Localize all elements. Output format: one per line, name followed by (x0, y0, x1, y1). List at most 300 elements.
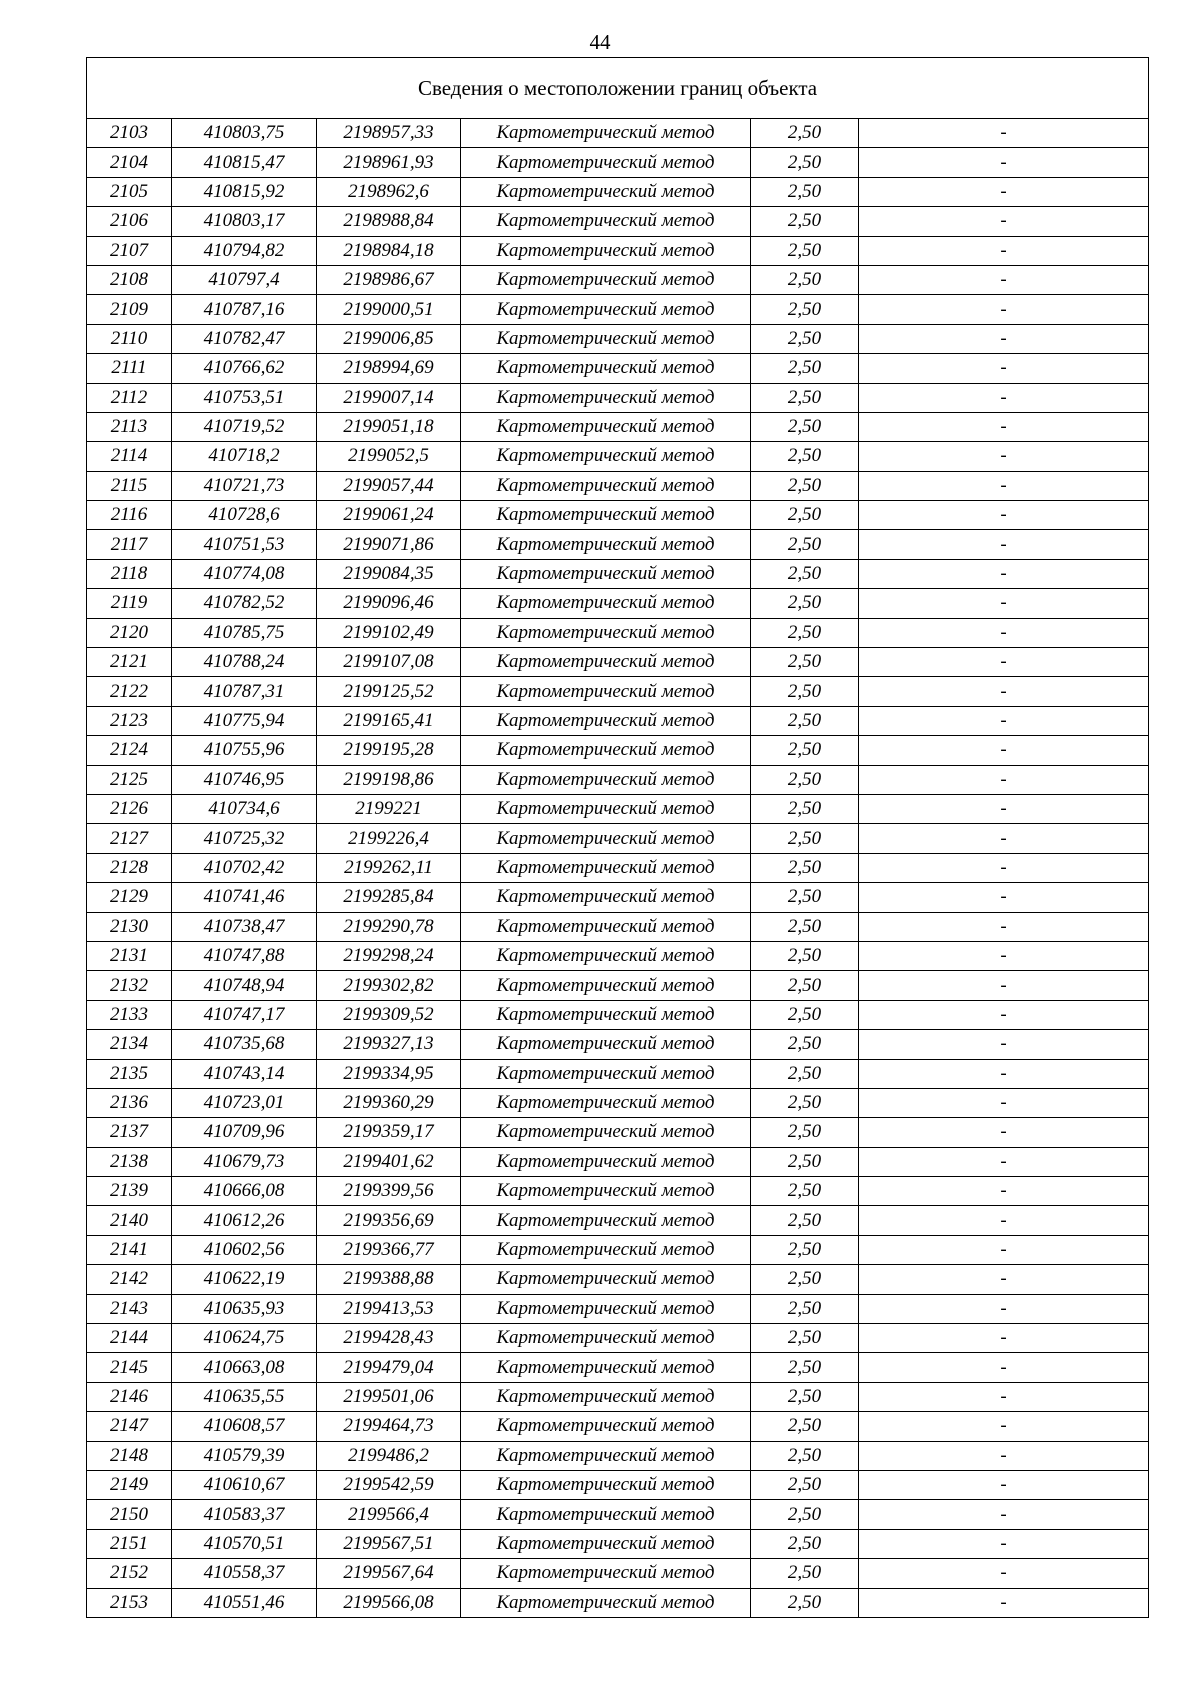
y-coordinate-cell: 2198957,33 (317, 119, 461, 148)
point-number-cell: 2149 (87, 1470, 172, 1499)
x-coordinate-cell: 410755,96 (172, 736, 317, 765)
table-row (87, 1265, 1149, 1294)
description-cell: - (859, 236, 1149, 265)
y-coordinate-cell: 2199006,85 (317, 324, 461, 353)
y-coordinate-cell: 2199309,52 (317, 1000, 461, 1029)
accuracy-cell: 2,50 (751, 412, 859, 441)
method-cell: Картометрический метод (461, 1147, 751, 1176)
method-cell: Картометрический метод (461, 618, 751, 647)
y-coordinate-cell: 2199198,86 (317, 765, 461, 794)
table-row (87, 971, 1149, 1000)
table-row (87, 1324, 1149, 1353)
point-number-cell: 2138 (87, 1147, 172, 1176)
point-number-cell: 2133 (87, 1000, 172, 1029)
description-cell: - (859, 148, 1149, 177)
y-coordinate-cell: 2198994,69 (317, 354, 461, 383)
description-cell: - (859, 1324, 1149, 1353)
table-row (87, 265, 1149, 294)
x-coordinate-cell: 410787,31 (172, 677, 317, 706)
accuracy-cell: 2,50 (751, 1088, 859, 1117)
method-cell: Картометрический метод (461, 501, 751, 530)
x-coordinate-cell: 410663,08 (172, 1353, 317, 1382)
table-row (87, 1059, 1149, 1088)
y-coordinate-cell: 2199302,82 (317, 971, 461, 1000)
accuracy-cell: 2,50 (751, 1000, 859, 1029)
x-coordinate-cell: 410602,56 (172, 1235, 317, 1264)
accuracy-cell: 2,50 (751, 530, 859, 559)
point-number-cell: 2121 (87, 648, 172, 677)
accuracy-cell: 2,50 (751, 1470, 859, 1499)
table-row (87, 618, 1149, 647)
description-cell: - (859, 1353, 1149, 1382)
x-coordinate-cell: 410728,6 (172, 501, 317, 530)
method-cell: Картометрический метод (461, 236, 751, 265)
accuracy-cell: 2,50 (751, 648, 859, 677)
accuracy-cell: 2,50 (751, 765, 859, 794)
accuracy-cell: 2,50 (751, 589, 859, 618)
x-coordinate-cell: 410748,94 (172, 971, 317, 1000)
point-number-cell: 2118 (87, 559, 172, 588)
x-coordinate-cell: 410624,75 (172, 1324, 317, 1353)
description-cell: - (859, 941, 1149, 970)
description-cell: - (859, 1206, 1149, 1235)
y-coordinate-cell: 2199084,35 (317, 559, 461, 588)
description-cell: - (859, 1235, 1149, 1264)
table-row (87, 1177, 1149, 1206)
accuracy-cell: 2,50 (751, 207, 859, 236)
point-number-cell: 2115 (87, 471, 172, 500)
accuracy-cell: 2,50 (751, 1059, 859, 1088)
table-row (87, 794, 1149, 823)
x-coordinate-cell: 410785,75 (172, 618, 317, 647)
method-cell: Картометрический метод (461, 736, 751, 765)
method-cell: Картометрический метод (461, 1294, 751, 1323)
method-cell: Картометрический метод (461, 1412, 751, 1441)
y-coordinate-cell: 2199125,52 (317, 677, 461, 706)
page-number: 44 (589, 30, 611, 54)
y-coordinate-cell: 2199566,4 (317, 1500, 461, 1529)
description-cell: - (859, 971, 1149, 1000)
table-row (87, 1206, 1149, 1235)
accuracy-cell: 2,50 (751, 618, 859, 647)
y-coordinate-cell: 2199221 (317, 794, 461, 823)
description-cell: - (859, 912, 1149, 941)
accuracy-cell: 2,50 (751, 119, 859, 148)
point-number-cell: 2107 (87, 236, 172, 265)
point-number-cell: 2126 (87, 794, 172, 823)
description-cell: - (859, 177, 1149, 206)
table-row (87, 324, 1149, 353)
accuracy-cell: 2,50 (751, 1118, 859, 1147)
x-coordinate-cell: 410551,46 (172, 1588, 317, 1617)
table-row (87, 1353, 1149, 1382)
table-row (87, 177, 1149, 206)
method-cell: Картометрический метод (461, 765, 751, 794)
x-coordinate-cell: 410608,57 (172, 1412, 317, 1441)
point-number-cell: 2124 (87, 736, 172, 765)
x-coordinate-cell: 410635,55 (172, 1382, 317, 1411)
method-cell: Картометрический метод (461, 354, 751, 383)
description-cell: - (859, 1412, 1149, 1441)
table-row (87, 1559, 1149, 1588)
point-number-cell: 2130 (87, 912, 172, 941)
table-body (87, 119, 1149, 1618)
accuracy-cell: 2,50 (751, 824, 859, 853)
y-coordinate-cell: 2199262,11 (317, 853, 461, 882)
point-number-cell: 2125 (87, 765, 172, 794)
description-cell: - (859, 1000, 1149, 1029)
y-coordinate-cell: 2198961,93 (317, 148, 461, 177)
table-row (87, 706, 1149, 735)
accuracy-cell: 2,50 (751, 442, 859, 471)
point-number-cell: 2146 (87, 1382, 172, 1411)
description-cell: - (859, 1147, 1149, 1176)
table-row (87, 883, 1149, 912)
x-coordinate-cell: 410679,73 (172, 1147, 317, 1176)
y-coordinate-cell: 2198984,18 (317, 236, 461, 265)
method-cell: Картометрический метод (461, 1030, 751, 1059)
method-cell: Картометрический метод (461, 1382, 751, 1411)
description-cell: - (859, 1441, 1149, 1470)
y-coordinate-cell: 2199366,77 (317, 1235, 461, 1264)
x-coordinate-cell: 410751,53 (172, 530, 317, 559)
method-cell: Картометрический метод (461, 471, 751, 500)
point-number-cell: 2145 (87, 1353, 172, 1382)
method-cell: Картометрический метод (461, 1500, 751, 1529)
method-cell: Картометрический метод (461, 148, 751, 177)
y-coordinate-cell: 2199567,64 (317, 1559, 461, 1588)
point-number-cell: 2117 (87, 530, 172, 559)
point-number-cell: 2127 (87, 824, 172, 853)
x-coordinate-cell: 410815,47 (172, 148, 317, 177)
description-cell: - (859, 1382, 1149, 1411)
y-coordinate-cell: 2199356,69 (317, 1206, 461, 1235)
y-coordinate-cell: 2199360,29 (317, 1088, 461, 1117)
point-number-cell: 2109 (87, 295, 172, 324)
point-number-cell: 2153 (87, 1588, 172, 1617)
method-cell: Картометрический метод (461, 1206, 751, 1235)
point-number-cell: 2143 (87, 1294, 172, 1323)
method-cell: Картометрический метод (461, 1177, 751, 1206)
y-coordinate-cell: 2199165,41 (317, 706, 461, 735)
table-row (87, 295, 1149, 324)
description-cell: - (859, 1500, 1149, 1529)
method-cell: Картометрический метод (461, 853, 751, 882)
y-coordinate-cell: 2199388,88 (317, 1265, 461, 1294)
table-row (87, 824, 1149, 853)
table-row (87, 648, 1149, 677)
y-coordinate-cell: 2199226,4 (317, 824, 461, 853)
description-cell: - (859, 589, 1149, 618)
x-coordinate-cell: 410718,2 (172, 442, 317, 471)
method-cell: Картометрический метод (461, 324, 751, 353)
y-coordinate-cell: 2199428,43 (317, 1324, 461, 1353)
method-cell: Картометрический метод (461, 971, 751, 1000)
x-coordinate-cell: 410666,08 (172, 1177, 317, 1206)
method-cell: Картометрический метод (461, 442, 751, 471)
x-coordinate-cell: 410766,62 (172, 354, 317, 383)
accuracy-cell: 2,50 (751, 471, 859, 500)
point-number-cell: 2148 (87, 1441, 172, 1470)
table-row (87, 1441, 1149, 1470)
method-cell: Картометрический метод (461, 1059, 751, 1088)
y-coordinate-cell: 2199542,59 (317, 1470, 461, 1499)
point-number-cell: 2123 (87, 706, 172, 735)
description-cell: - (859, 677, 1149, 706)
y-coordinate-cell: 2198988,84 (317, 207, 461, 236)
method-cell: Картометрический метод (461, 824, 751, 853)
table-row (87, 1588, 1149, 1617)
description-cell: - (859, 853, 1149, 882)
method-cell: Картометрический метод (461, 589, 751, 618)
point-number-cell: 2140 (87, 1206, 172, 1235)
y-coordinate-cell: 2199327,13 (317, 1030, 461, 1059)
x-coordinate-cell: 410734,6 (172, 794, 317, 823)
point-number-cell: 2111 (87, 354, 172, 383)
y-coordinate-cell: 2199052,5 (317, 442, 461, 471)
point-number-cell: 2103 (87, 119, 172, 148)
point-number-cell: 2136 (87, 1088, 172, 1117)
method-cell: Картометрический метод (461, 706, 751, 735)
table-row (87, 765, 1149, 794)
accuracy-cell: 2,50 (751, 1529, 859, 1558)
y-coordinate-cell: 2199298,24 (317, 941, 461, 970)
x-coordinate-cell: 410558,37 (172, 1559, 317, 1588)
method-cell: Картометрический метод (461, 1324, 751, 1353)
description-cell: - (859, 442, 1149, 471)
accuracy-cell: 2,50 (751, 1294, 859, 1323)
accuracy-cell: 2,50 (751, 1265, 859, 1294)
accuracy-cell: 2,50 (751, 1324, 859, 1353)
description-cell: - (859, 207, 1149, 236)
y-coordinate-cell: 2198986,67 (317, 265, 461, 294)
method-cell: Картометрический метод (461, 648, 751, 677)
point-number-cell: 2106 (87, 207, 172, 236)
method-cell: Картометрический метод (461, 677, 751, 706)
method-cell: Картометрический метод (461, 177, 751, 206)
table-row (87, 853, 1149, 882)
y-coordinate-cell: 2199057,44 (317, 471, 461, 500)
point-number-cell: 2132 (87, 971, 172, 1000)
table-row (87, 677, 1149, 706)
point-number-cell: 2104 (87, 148, 172, 177)
method-cell: Картометрический метод (461, 295, 751, 324)
table-row (87, 383, 1149, 412)
method-cell: Картометрический метод (461, 1559, 751, 1588)
method-cell: Картометрический метод (461, 383, 751, 412)
point-number-cell: 2152 (87, 1559, 172, 1588)
x-coordinate-cell: 410747,17 (172, 1000, 317, 1029)
y-coordinate-cell: 2199359,17 (317, 1118, 461, 1147)
x-coordinate-cell: 410794,82 (172, 236, 317, 265)
x-coordinate-cell: 410775,94 (172, 706, 317, 735)
point-number-cell: 2113 (87, 412, 172, 441)
description-cell: - (859, 706, 1149, 735)
accuracy-cell: 2,50 (751, 971, 859, 1000)
y-coordinate-cell: 2199501,06 (317, 1382, 461, 1411)
x-coordinate-cell: 410743,14 (172, 1059, 317, 1088)
method-cell: Картометрический метод (461, 1441, 751, 1470)
method-cell: Картометрический метод (461, 794, 751, 823)
x-coordinate-cell: 410741,46 (172, 883, 317, 912)
description-cell: - (859, 1118, 1149, 1147)
description-cell: - (859, 1030, 1149, 1059)
x-coordinate-cell: 410610,67 (172, 1470, 317, 1499)
description-cell: - (859, 1088, 1149, 1117)
method-cell: Картометрический метод (461, 1529, 751, 1558)
x-coordinate-cell: 410803,17 (172, 207, 317, 236)
method-cell: Картометрический метод (461, 412, 751, 441)
point-number-cell: 2139 (87, 1177, 172, 1206)
accuracy-cell: 2,50 (751, 1206, 859, 1235)
accuracy-cell: 2,50 (751, 295, 859, 324)
accuracy-cell: 2,50 (751, 1235, 859, 1264)
accuracy-cell: 2,50 (751, 177, 859, 206)
point-number-cell: 2110 (87, 324, 172, 353)
x-coordinate-cell: 410782,47 (172, 324, 317, 353)
point-number-cell: 2141 (87, 1235, 172, 1264)
table-row (87, 1118, 1149, 1147)
accuracy-cell: 2,50 (751, 236, 859, 265)
table-row (87, 471, 1149, 500)
table-row (87, 1235, 1149, 1264)
y-coordinate-cell: 2199479,04 (317, 1353, 461, 1382)
x-coordinate-cell: 410725,32 (172, 824, 317, 853)
description-cell: - (859, 765, 1149, 794)
accuracy-cell: 2,50 (751, 883, 859, 912)
point-number-cell: 2112 (87, 383, 172, 412)
description-cell: - (859, 1559, 1149, 1588)
method-cell: Картометрический метод (461, 1000, 751, 1029)
table-row (87, 148, 1149, 177)
y-coordinate-cell: 2199464,73 (317, 1412, 461, 1441)
table-row (87, 912, 1149, 941)
description-cell: - (859, 501, 1149, 530)
table-row (87, 1030, 1149, 1059)
point-number-cell: 2147 (87, 1412, 172, 1441)
accuracy-cell: 2,50 (751, 1588, 859, 1617)
method-cell: Картометрический метод (461, 1470, 751, 1499)
description-cell: - (859, 265, 1149, 294)
table-row (87, 354, 1149, 383)
description-cell: - (859, 824, 1149, 853)
table-row (87, 1294, 1149, 1323)
x-coordinate-cell: 410787,16 (172, 295, 317, 324)
x-coordinate-cell: 410570,51 (172, 1529, 317, 1558)
y-coordinate-cell: 2199566,08 (317, 1588, 461, 1617)
table-row (87, 1412, 1149, 1441)
x-coordinate-cell: 410782,52 (172, 589, 317, 618)
boundary-coordinates-table (86, 57, 1149, 1618)
section-title: Сведения о местоположении границ объекта (87, 58, 1149, 119)
accuracy-cell: 2,50 (751, 1177, 859, 1206)
x-coordinate-cell: 410788,24 (172, 648, 317, 677)
method-cell: Картометрический метод (461, 559, 751, 588)
accuracy-cell: 2,50 (751, 1441, 859, 1470)
description-cell: - (859, 1265, 1149, 1294)
table-row (87, 1147, 1149, 1176)
x-coordinate-cell: 410774,08 (172, 559, 317, 588)
accuracy-cell: 2,50 (751, 1353, 859, 1382)
table-row (87, 941, 1149, 970)
method-cell: Картометрический метод (461, 1235, 751, 1264)
point-number-cell: 2122 (87, 677, 172, 706)
accuracy-cell: 2,50 (751, 148, 859, 177)
y-coordinate-cell: 2199007,14 (317, 383, 461, 412)
accuracy-cell: 2,50 (751, 559, 859, 588)
point-number-cell: 2142 (87, 1265, 172, 1294)
x-coordinate-cell: 410747,88 (172, 941, 317, 970)
method-cell: Картометрический метод (461, 265, 751, 294)
accuracy-cell: 2,50 (751, 1030, 859, 1059)
accuracy-cell: 2,50 (751, 941, 859, 970)
description-cell: - (859, 1588, 1149, 1617)
method-cell: Картометрический метод (461, 1353, 751, 1382)
x-coordinate-cell: 410797,4 (172, 265, 317, 294)
accuracy-cell: 2,50 (751, 736, 859, 765)
description-cell: - (859, 1294, 1149, 1323)
method-cell: Картометрический метод (461, 1588, 751, 1617)
y-coordinate-cell: 2199567,51 (317, 1529, 461, 1558)
y-coordinate-cell: 2199334,95 (317, 1059, 461, 1088)
accuracy-cell: 2,50 (751, 1500, 859, 1529)
x-coordinate-cell: 410723,01 (172, 1088, 317, 1117)
table-row (87, 1470, 1149, 1499)
point-number-cell: 2105 (87, 177, 172, 206)
description-cell: - (859, 794, 1149, 823)
table-row (87, 1000, 1149, 1029)
accuracy-cell: 2,50 (751, 1147, 859, 1176)
x-coordinate-cell: 410735,68 (172, 1030, 317, 1059)
accuracy-cell: 2,50 (751, 324, 859, 353)
method-cell: Картометрический метод (461, 912, 751, 941)
table-row (87, 1382, 1149, 1411)
point-number-cell: 2129 (87, 883, 172, 912)
x-coordinate-cell: 410738,47 (172, 912, 317, 941)
y-coordinate-cell: 2199051,18 (317, 412, 461, 441)
description-cell: - (859, 883, 1149, 912)
method-cell: Картометрический метод (461, 941, 751, 970)
point-number-cell: 2144 (87, 1324, 172, 1353)
y-coordinate-cell: 2199195,28 (317, 736, 461, 765)
description-cell: - (859, 559, 1149, 588)
x-coordinate-cell: 410583,37 (172, 1500, 317, 1529)
accuracy-cell: 2,50 (751, 706, 859, 735)
x-coordinate-cell: 410709,96 (172, 1118, 317, 1147)
y-coordinate-cell: 2199401,62 (317, 1147, 461, 1176)
point-number-cell: 2120 (87, 618, 172, 647)
accuracy-cell: 2,50 (751, 853, 859, 882)
x-coordinate-cell: 410702,42 (172, 853, 317, 882)
description-cell: - (859, 412, 1149, 441)
description-cell: - (859, 1529, 1149, 1558)
x-coordinate-cell: 410815,92 (172, 177, 317, 206)
table-row (87, 530, 1149, 559)
y-coordinate-cell: 2199399,56 (317, 1177, 461, 1206)
y-coordinate-cell: 2199096,46 (317, 589, 461, 618)
accuracy-cell: 2,50 (751, 1382, 859, 1411)
x-coordinate-cell: 410612,26 (172, 1206, 317, 1235)
method-cell: Картометрический метод (461, 883, 751, 912)
accuracy-cell: 2,50 (751, 912, 859, 941)
method-cell: Картометрический метод (461, 119, 751, 148)
y-coordinate-cell: 2198962,6 (317, 177, 461, 206)
description-cell: - (859, 383, 1149, 412)
accuracy-cell: 2,50 (751, 383, 859, 412)
table-row (87, 559, 1149, 588)
x-coordinate-cell: 410622,19 (172, 1265, 317, 1294)
table-row (87, 1088, 1149, 1117)
